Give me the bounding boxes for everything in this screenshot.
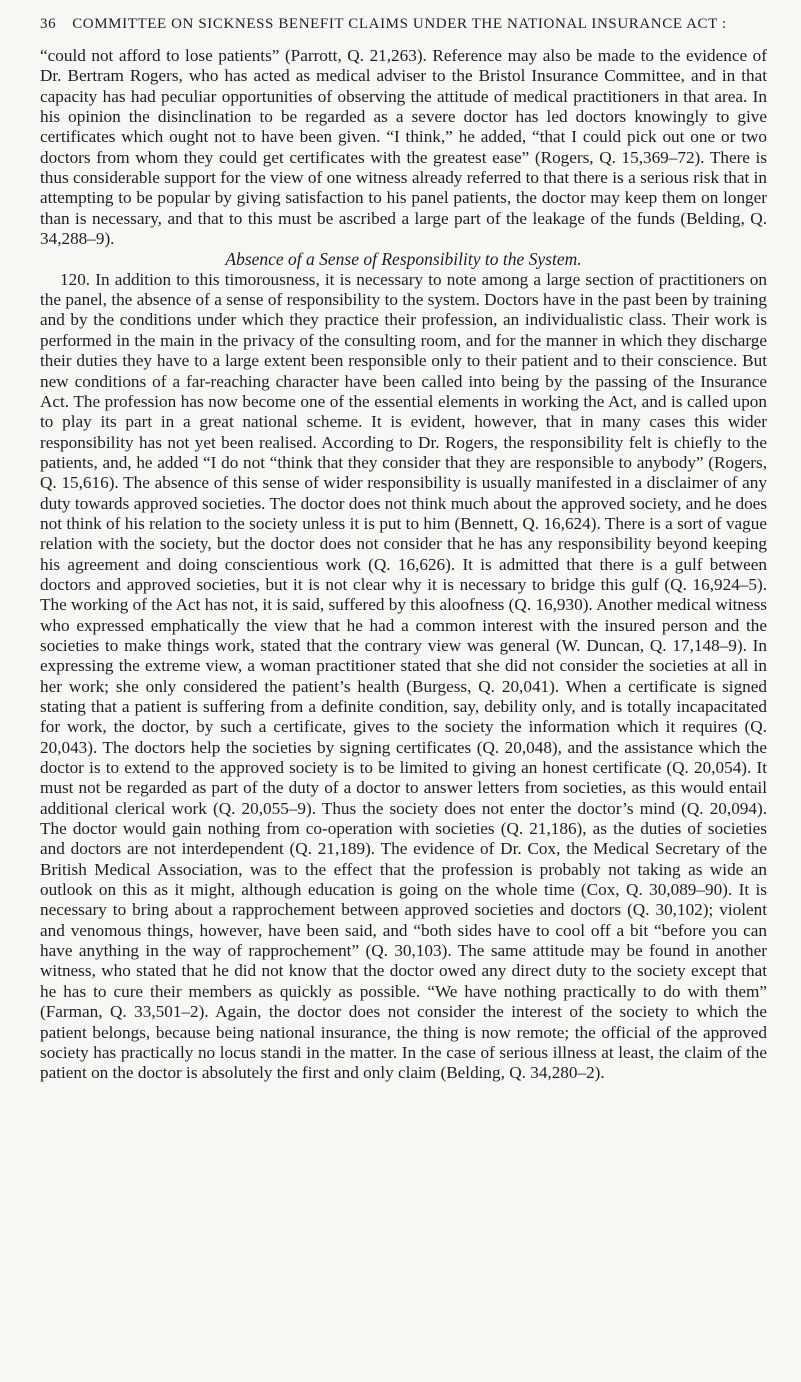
running-header bbox=[40, 16, 765, 33]
paragraph-120: 120. In addition to this timorousness, it is necessary to note among a large section of practitioners on the panel, the absence of a sense of responsibility to the system. Doctors have in the past been by training and by the conditions under which they practice their profession, an individualistic class. Their work is performed in the main in the privacy of the consulting room, and for the manner in which they discharge their duties they have to a large extent been responsible only to their patient and to their conscience. But new conditions of a far-reaching character have been called into being by the passing of the Insurance Act. The profession has now become one of the essential elements in working the Act, and is called upon to play its part in a great national scheme. It is evident, however, that in many cases this wider responsibility has not yet been realised. According to Dr. Rogers, the responsibility felt is chiefly to the patients, and, he added “I do not “think that they consider that they are responsible to anybody” (Rogers, Q. 15,616). The absence of this sense of wider responsibility is usually manifested in a disclaimer of any duty towards approved societies. The doctor does not think much about the approved society, and he does not think of his relation to the society unless it is put to him (Bennett, Q. 16,624). There is a sort of vague relation with the society, but the doctor does not consider that he has any responsibility beyond keeping his agreement and doing conscientious work (Q. 16,626). It is admitted that there is a gulf between doctors and approved societies, but it is not clear why it is necessary to bridge this gulf (Q. 16,924–5). The working of the Act has not, it is said, suffered by this aloofness (Q. 16,930). Another medical witness who expressed emphatically the view that he had a common interest with the insured person and the societies to make things work, stated that the contrary view was general (W. Duncan, Q. 17,148–9). In expressing the extreme view, a woman practitioner stated that she did not consider the societies at all in her work; she only considered the patient’s health (Burgess, Q. 20,041). When a certificate is signed stating that a patient is suffering from a definite condition, say, debility only, and is totally incapacitated for work, the doctor, by such a certificate, gives to the society the information which it requires (Q. 20,043). The doctors help the societies by signing certificates (Q. 20,048), and the assistance which the doctor is to extend to the approved society is to be limited to giving an honest certificate (Q. 20,054). It must not be regarded as part of the duty of a doctor to answer letters from societies, as this would entail additional clerical work (Q. 20,055–9). Thus the society does not enter the doctor’s mind (Q. 20,094). The doctor would gain nothing from co-operation with societies (Q. 21,186), as the duties of societies and doctors are not interdependent (Q. 21,189). The evidence of Dr. Cox, the Medical Secretary of the British Medical Association, was to the effect that the profession is probably not taking as wide an outlook on this as it might, although education is going on the whole time (Cox, Q. 30,089–90). It is necessary to bring about a rapprochement between approved societies and doctors (Q. 30,102); violent and venomous things, however, have been said, and “both sides have to cool off a bit “before you can have anything in the way of rapprochement” (Q. 30,103). The same attitude may be found in another witness, who stated that he did not know that the doctor owed any direct duty to the society except that he has to cure their members as quickly as possible. “We have nothing practically to do with them” (Farman, Q. 33,501–2). Again, the doctor does not consider the interest of the society to which the patient belongs, because being national insurance, the thing is now remote; the official of the approved society has practically no locus standi in the matter. In the case of serious illness at least, the claim of the patient on the doctor is absolutely the first and only claim (Belding, Q. 34,280–2). bbox=[40, 269, 767, 1083]
section-heading: Absence of a Sense of Responsibility to the System. bbox=[225, 249, 582, 270]
paragraph-continuation: “could not afford to lose patients” (Parrott, Q. 21,263). Reference may also be made to the evidence of Dr. Bertram Rogers, who has acted as medical adviser to the Bristol Insurance Committee, and in that capacity has had peculiar opportunities of observing the attitude of medical practitioners in that area. In his opinion the disinclination to be regarded as a severe doctor has led doctors knowingly to give certificates which ought not to have been given. “I think,” he added, “that I could pick out one or two doctors from whom they could get certificates with the greatest ease” (Rogers, Q. 15,369–72). There is thus considerable support for the view of one witness already referred to that there is a serious risk that in attempting to be popular by giving satisfaction to his panel patients, the doctor may keep them on longer than is necessary, and that to this must be ascribed a large part of the leakage of the funds (Belding, Q. 34,288–9). bbox=[40, 46, 767, 249]
body-text bbox=[40, 46, 767, 1084]
running-title: COMMITTEE ON SICKNESS BENEFIT CLAIMS UNDER THE NATIONAL INSURANCE ACT : bbox=[72, 16, 727, 32]
page-number: 36 bbox=[40, 16, 57, 32]
